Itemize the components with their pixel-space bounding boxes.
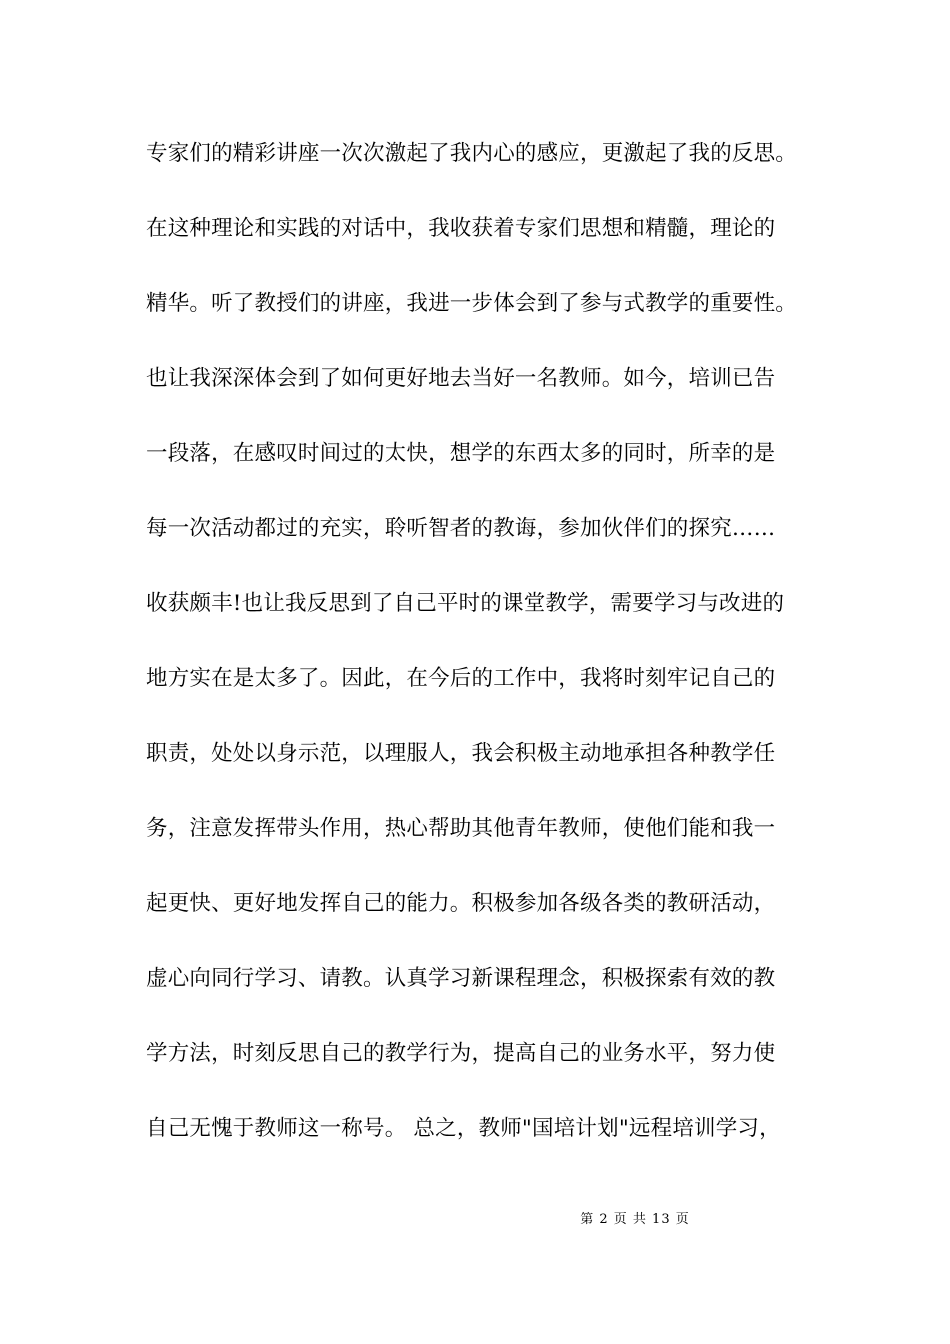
text-line-14: 自己无愧于教师这一称号。 总之，教师"国培计划"远程培训学习， [146, 1116, 781, 1141]
text-line-2: 在这种理论和实践的对话中，我收获着专家们思想和精髓，理论的 [146, 216, 776, 241]
text-line-5: 一段落，在感叹时间过的太快，想学的东西太多的同时，所幸的是 [146, 441, 776, 466]
text-line-6: 每一次活动都过的充实，聆听智者的教诲，参加伙伴们的探究…… [146, 516, 776, 541]
page-footer [0, 1208, 950, 1227]
text-line-8: 地方实在是太多了。因此，在今后的工作中，我将时刻牢记自己的 [146, 666, 776, 691]
page-number: 第 2 页 共 13 页 [580, 1212, 690, 1227]
text-line-4: 也让我深深体会到了如何更好地去当好一名教师。如今，培训已告 [146, 366, 776, 391]
text-line-7: 收获颇丰!也让我反思到了自己平时的课堂教学，需要学习与改进的 [146, 591, 785, 616]
text-line-1: 专家们的精彩讲座一次次激起了我内心的感应，更激起了我的反思。 [146, 141, 798, 166]
text-line-11: 起更快、更好地发挥自己的能力。积极参加各级各类的教研活动， [146, 891, 776, 916]
text-line-10: 务，注意发挥带头作用，热心帮助其他青年教师，使他们能和我一 [146, 816, 776, 841]
text-line-3: 精华。听了教授们的讲座，我进一步体会到了参与式教学的重要性。 [146, 291, 798, 316]
text-line-12: 虚心向同行学习、请教。认真学习新课程理念，积极探索有效的教 [146, 966, 776, 991]
text-line-13: 学方法，时刻反思自己的教学行为，提高自己的业务水平，努力使 [146, 1041, 776, 1066]
text-line-9: 职责，处处以身示范，以理服人，我会积极主动地承担各种教学任 [146, 741, 776, 766]
body-text [146, 134, 826, 1184]
